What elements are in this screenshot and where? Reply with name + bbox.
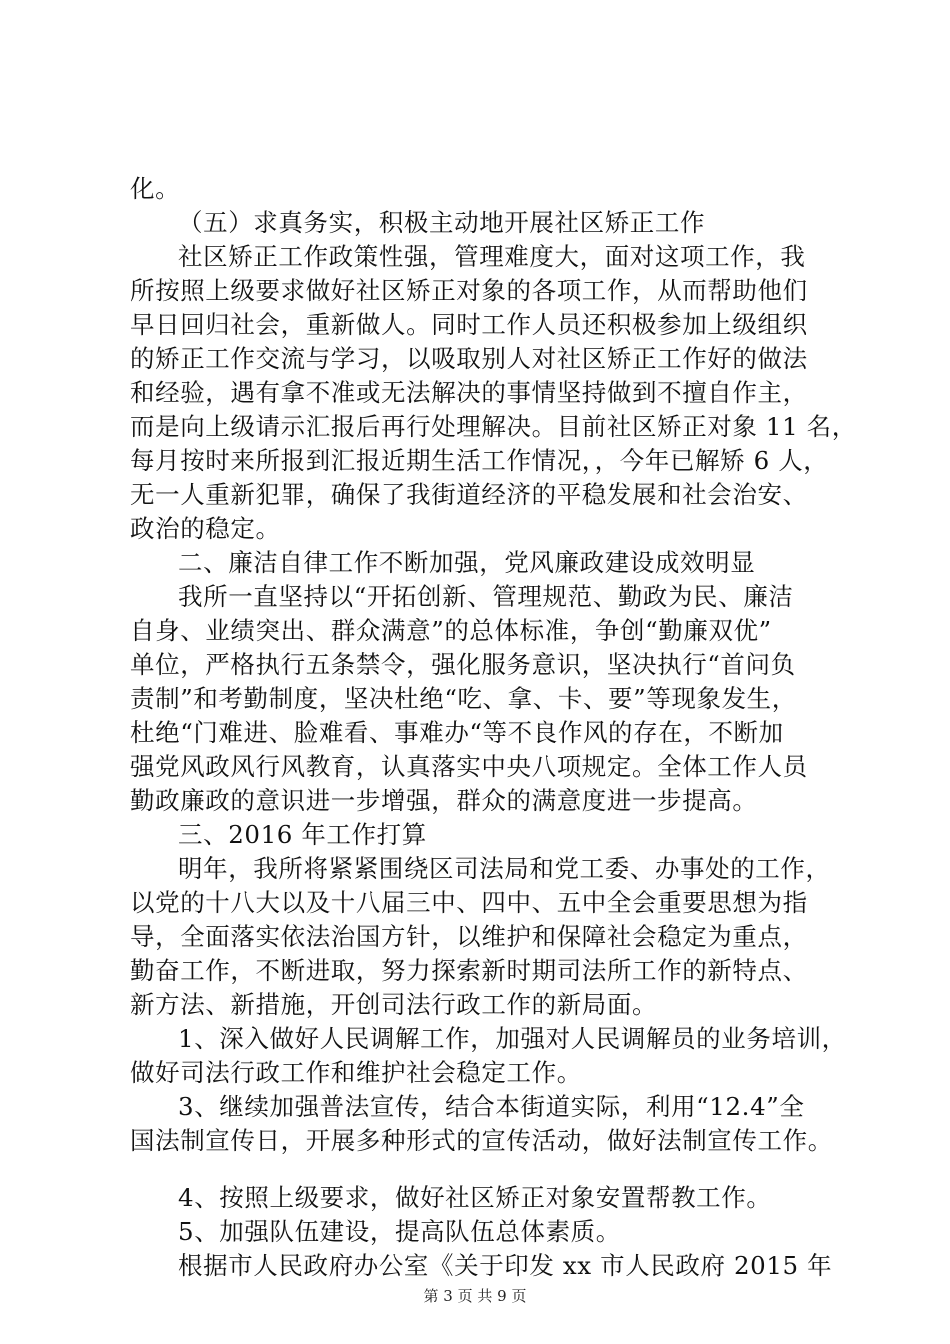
text-line: 根据市人民政府办公室《关于印发 xx 市人民政府 2015 年 — [178, 1251, 833, 1280]
list-item: 4、按照上级要求，做好社区矫正对象安置帮教工作。 — [178, 1183, 772, 1212]
text-line: 国法制宣传日，开展多种形式的宣传活动，做好法制宣传工作。 — [130, 1126, 833, 1155]
text-line: 无一人重新犯罪，确保了我街道经济的平稳发展和社会治安、 — [130, 480, 808, 509]
text-line: 新方法、新措施，开创司法行政工作的新局面。 — [130, 990, 658, 1019]
text-line: 勤奋工作，不断进取，努力探索新时期司法所工作的新特点、 — [130, 956, 808, 985]
text-line: 所按照上级要求做好社区矫正对象的各项工作，从而帮助他们 — [130, 276, 808, 305]
text-line: 化。 — [130, 174, 181, 203]
section-heading: （五）求真务实，积极主动地开展社区矫正工作 — [178, 208, 706, 237]
text-line: 每月按时来所报到汇报近期生活工作情况，，今年已解矫 6 人， — [130, 446, 829, 475]
list-item: 3、继续加强普法宣传，结合本街道实际，利用“12.4”全 — [178, 1092, 805, 1121]
text-line: 和经验，遇有拿不准或无法解决的事情坚持做到不擅自作主， — [130, 378, 808, 407]
text-line: 强党风政风行风教育，认真落实中央八项规定。全体工作人员 — [130, 752, 808, 781]
text-line: 社区矫正工作政策性强，管理难度大，面对这项工作，我 — [178, 242, 806, 271]
text-line: 杜绝“门难进、脸难看、事难办“等不良作风的存在，不断加 — [130, 718, 784, 747]
text-line: 明年，我所将紧紧围绕区司法局和党工委、办事处的工作， — [178, 854, 831, 883]
text-line: 以党的十八大以及十八届三中、四中、五中全会重要思想为指 — [130, 888, 808, 917]
list-item: 5、加强队伍建设，提高队伍总体素质。 — [178, 1217, 621, 1246]
section-heading: 二、廉洁自律工作不断加强，党风廉政建设成效明显 — [178, 548, 756, 577]
section-heading: 三、2016 年工作打算 — [178, 820, 427, 849]
text-line: 做好司法行政工作和维护社会稳定工作。 — [130, 1058, 582, 1087]
text-line: 导，全面落实依法治国方针，以维护和保障社会稳定为重点， — [130, 922, 808, 951]
text-line: 而是向上级请示汇报后再行处理解决。目前社区矫正对象 11 名， — [130, 412, 857, 441]
list-item: 1、深入做好人民调解工作，加强对人民调解员的业务培训， — [178, 1024, 847, 1053]
text-line: 自身、业绩突出、群众满意”的总体标准，争创“勤廉双优” — [130, 616, 772, 645]
text-line: 勤政廉政的意识进一步增强，群众的满意度进一步提高。 — [130, 786, 758, 815]
text-line: 政治的稳定。 — [130, 514, 281, 543]
text-line: 我所一直坚持以“开拓创新、管理规范、勤政为民、廉洁 — [178, 582, 794, 611]
text-line: 的矫正工作交流与学习，以吸取别人对社区矫正工作好的做法 — [130, 344, 808, 373]
page-number-footer: 第 3 页 共 9 页 — [423, 1287, 527, 1305]
text-line: 单位，严格执行五条禁令，强化服务意识，坚决执行“首问负 — [130, 650, 796, 679]
text-line: 责制”和考勤制度，坚决杜绝“吃、拿、卡、要”等现象发生， — [130, 684, 797, 713]
text-line: 早日回归社会，重新做人。同时工作人员还积极参加上级组织 — [130, 310, 808, 339]
